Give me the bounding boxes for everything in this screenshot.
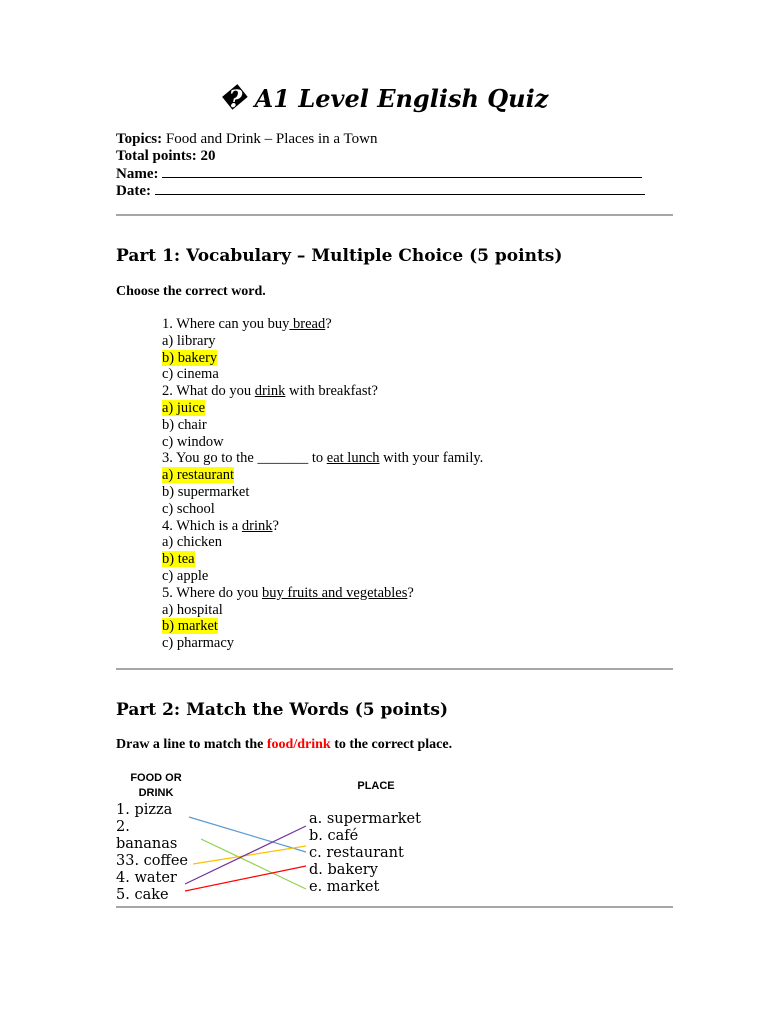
question-text-end: ?: [407, 584, 414, 601]
question-keyword: drink: [254, 383, 286, 400]
food-item: 2. bananas: [116, 819, 178, 852]
question-text-end: with your family.: [379, 450, 484, 467]
question-text: 5. Where do you: [162, 584, 262, 601]
question-text: 4. Which is a: [162, 517, 242, 534]
match-line-cake: [185, 866, 306, 891]
option-label-highlighted: b) tea: [162, 551, 195, 568]
match-line-bananas: [201, 839, 306, 889]
option-label: b) supermarket: [162, 483, 250, 500]
column-header-line: FOOD OR: [130, 772, 182, 784]
date-label: Date:: [116, 183, 151, 199]
topics-value: Food and Drink – Places in a Town: [165, 131, 378, 147]
place-item: e. market: [309, 879, 380, 895]
match-line-coffee: [193, 846, 306, 864]
topics-label: Topics:: [116, 131, 163, 147]
question-keyword: eat lunch: [326, 450, 380, 467]
option-label: c) apple: [162, 567, 209, 584]
part1-heading: Part 1: Vocabulary – Multiple Choice (5 points): [116, 246, 563, 266]
instruction-text: Draw a line to match the: [116, 737, 267, 752]
place-item: b. café: [309, 828, 359, 844]
question-keyword: drink: [241, 517, 273, 534]
option-label: c) cinema: [162, 366, 219, 383]
place-item: d. bakery: [309, 862, 378, 878]
option-label-highlighted: a) juice: [162, 399, 206, 416]
option-label-highlighted: b) bakery: [162, 349, 218, 366]
question-text: 2. What do you: [162, 383, 255, 400]
option-label: c) window: [162, 433, 224, 450]
option-label: b) chair: [162, 416, 207, 433]
question-text-end: with breakfast?: [285, 383, 378, 400]
option-label-highlighted: b) market: [162, 618, 218, 635]
food-item: 1. pizza: [116, 802, 173, 818]
option-label: c) pharmacy: [162, 635, 235, 652]
part2-heading: Part 2: Match the Words (5 points): [116, 700, 449, 720]
part1-instruction: Choose the correct word.: [116, 284, 266, 299]
option-label: a) chicken: [162, 534, 222, 551]
column-header-line: DRINK: [138, 787, 174, 799]
option-label-highlighted: a) restaurant: [162, 467, 235, 484]
question-text-end: ?: [325, 316, 332, 332]
question-keyword: buy fruits and vegetables: [262, 584, 408, 601]
option-label: a) hospital: [162, 601, 223, 618]
question-text: 1. Where can you buy: [162, 316, 290, 332]
instruction-emphasis: food/drink: [266, 737, 331, 752]
total-points-label: Total points: 20: [116, 148, 216, 164]
food-item: 4. water: [116, 870, 177, 886]
food-item: 33. coffee: [116, 853, 188, 869]
option-label: c) school: [162, 500, 215, 517]
food-item: 5. cake: [116, 887, 169, 903]
divider: [116, 906, 673, 908]
column-header-place: PLACE: [357, 780, 395, 792]
option-label: a) library: [162, 332, 216, 349]
quiz-title: � A1 Level English Quiz: [219, 84, 549, 113]
place-item: c. restaurant: [309, 845, 404, 861]
question-text-end: ?: [272, 517, 279, 534]
question-keyword: bread: [289, 316, 326, 332]
question-text: 3. You go to the _______ to: [162, 450, 327, 467]
match-line-water: [185, 826, 306, 884]
name-label: Name:: [116, 166, 159, 182]
place-item: a. supermarket: [309, 811, 421, 827]
instruction-text-end: to the correct place.: [330, 737, 453, 752]
